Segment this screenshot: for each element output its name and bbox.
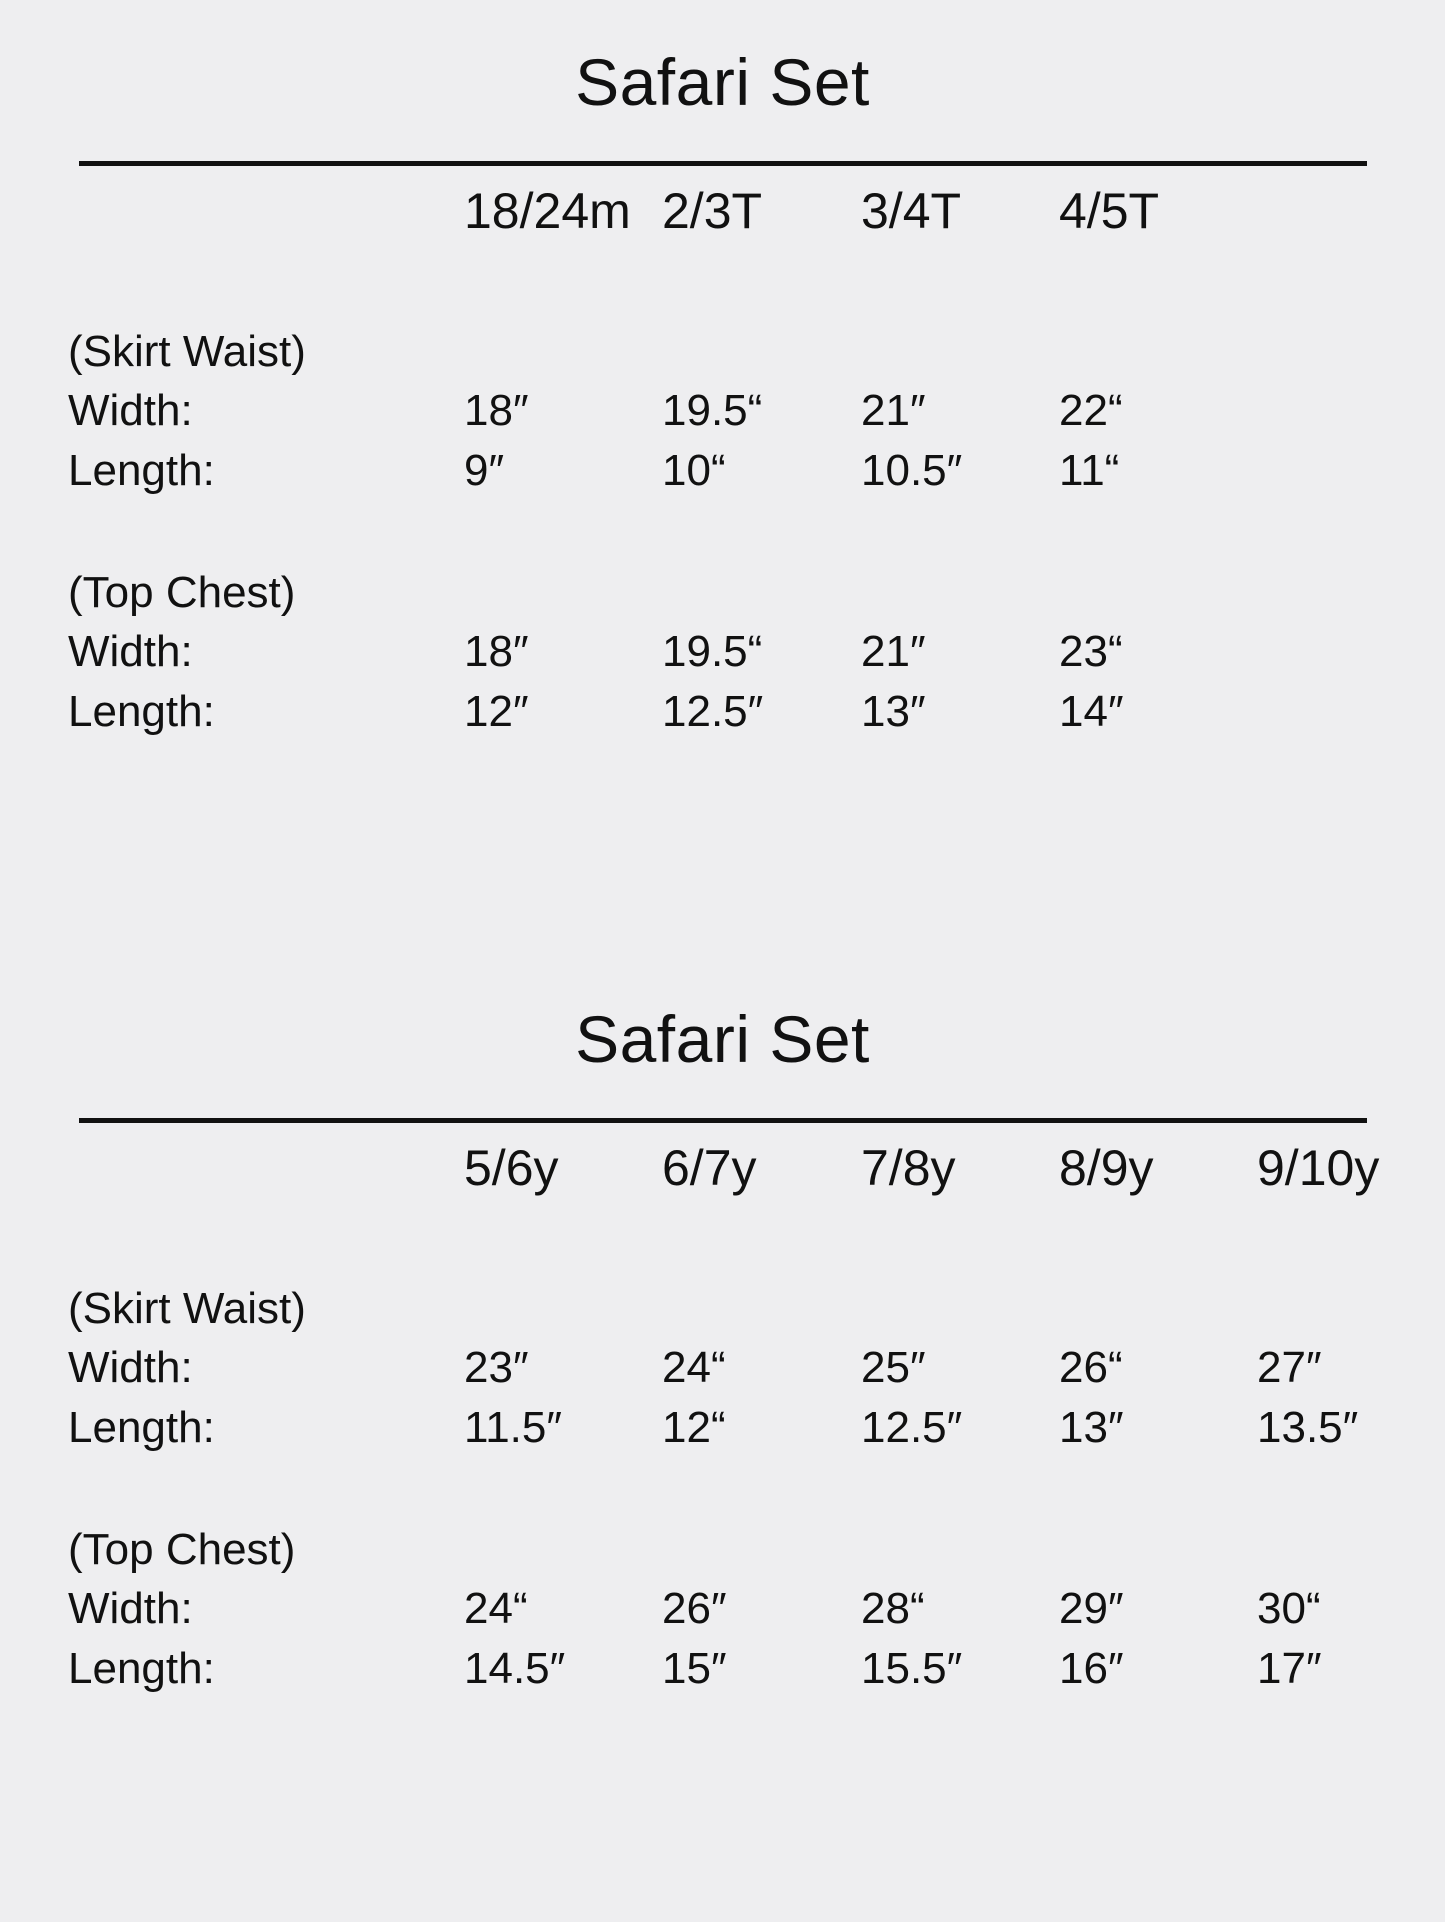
row-label: Length: xyxy=(68,446,215,495)
measurement-value: 10“ xyxy=(662,446,726,495)
measurement-value: 26“ xyxy=(1059,1343,1123,1392)
measurement-value: 15.5″ xyxy=(861,1644,963,1693)
measurement-value: 11.5″ xyxy=(464,1403,562,1452)
size-header: 8/9y xyxy=(1059,1140,1154,1196)
measurement-value: 30“ xyxy=(1257,1584,1321,1633)
size-header: 7/8y xyxy=(861,1140,956,1196)
measurement-value: 23“ xyxy=(1059,627,1123,676)
measurement-value: 16″ xyxy=(1059,1644,1124,1693)
measurement-value: 14″ xyxy=(1059,687,1124,736)
measurement-value: 24“ xyxy=(464,1584,528,1633)
measurement-value: 15″ xyxy=(662,1644,727,1693)
row-label: Width: xyxy=(68,1343,193,1392)
row-label: Width: xyxy=(68,386,193,435)
measurement-value: 17″ xyxy=(1257,1644,1322,1693)
measurement-value: 18″ xyxy=(464,627,529,676)
measurement-value: 14.5″ xyxy=(464,1644,566,1693)
size-header: 6/7y xyxy=(662,1140,757,1196)
measurement-value: 19.5“ xyxy=(662,386,763,435)
measurement-value: 11“ xyxy=(1059,446,1120,495)
section-heading: (Skirt Waist) xyxy=(68,1284,306,1333)
section-heading: (Top Chest) xyxy=(68,568,296,617)
measurement-value: 12“ xyxy=(662,1403,726,1452)
measurement-value: 24“ xyxy=(662,1343,726,1392)
chart-title: Safari Set xyxy=(575,45,870,119)
measurement-value: 13″ xyxy=(861,687,926,736)
chart-title: Safari Set xyxy=(575,1002,870,1076)
section-heading: (Top Chest) xyxy=(68,1525,296,1574)
measurement-value: 29″ xyxy=(1059,1584,1124,1633)
measurement-value: 22“ xyxy=(1059,386,1123,435)
section-heading: (Skirt Waist) xyxy=(68,327,306,376)
size-header: 4/5T xyxy=(1059,183,1160,239)
measurement-value: 27″ xyxy=(1257,1343,1322,1392)
measurement-value: 23″ xyxy=(464,1343,529,1392)
size-header: 3/4T xyxy=(861,183,962,239)
measurement-value: 26″ xyxy=(662,1584,727,1633)
measurement-value: 21″ xyxy=(861,627,926,676)
size-header: 2/3T xyxy=(662,183,763,239)
row-label: Width: xyxy=(68,627,193,676)
title-divider xyxy=(79,1118,1367,1123)
measurement-value: 25″ xyxy=(861,1343,926,1392)
size-header: 18/24m xyxy=(464,183,631,239)
measurement-value: 12.5″ xyxy=(861,1403,963,1452)
measurement-value: 18″ xyxy=(464,386,529,435)
measurement-value: 10.5″ xyxy=(861,446,963,495)
size-header: 9/10y xyxy=(1257,1140,1380,1196)
title-divider xyxy=(79,161,1367,166)
measurement-value: 19.5“ xyxy=(662,627,763,676)
row-label: Length: xyxy=(68,1644,215,1693)
size-header: 5/6y xyxy=(464,1140,559,1196)
measurement-value: 9″ xyxy=(464,446,505,495)
measurement-value: 13.5″ xyxy=(1257,1403,1359,1452)
measurement-value: 21″ xyxy=(861,386,926,435)
measurement-value: 13″ xyxy=(1059,1403,1124,1452)
measurement-value: 28“ xyxy=(861,1584,925,1633)
measurement-value: 12.5″ xyxy=(662,687,764,736)
row-label: Length: xyxy=(68,687,215,736)
measurement-value: 12″ xyxy=(464,687,529,736)
row-label: Width: xyxy=(68,1584,193,1633)
row-label: Length: xyxy=(68,1403,215,1452)
